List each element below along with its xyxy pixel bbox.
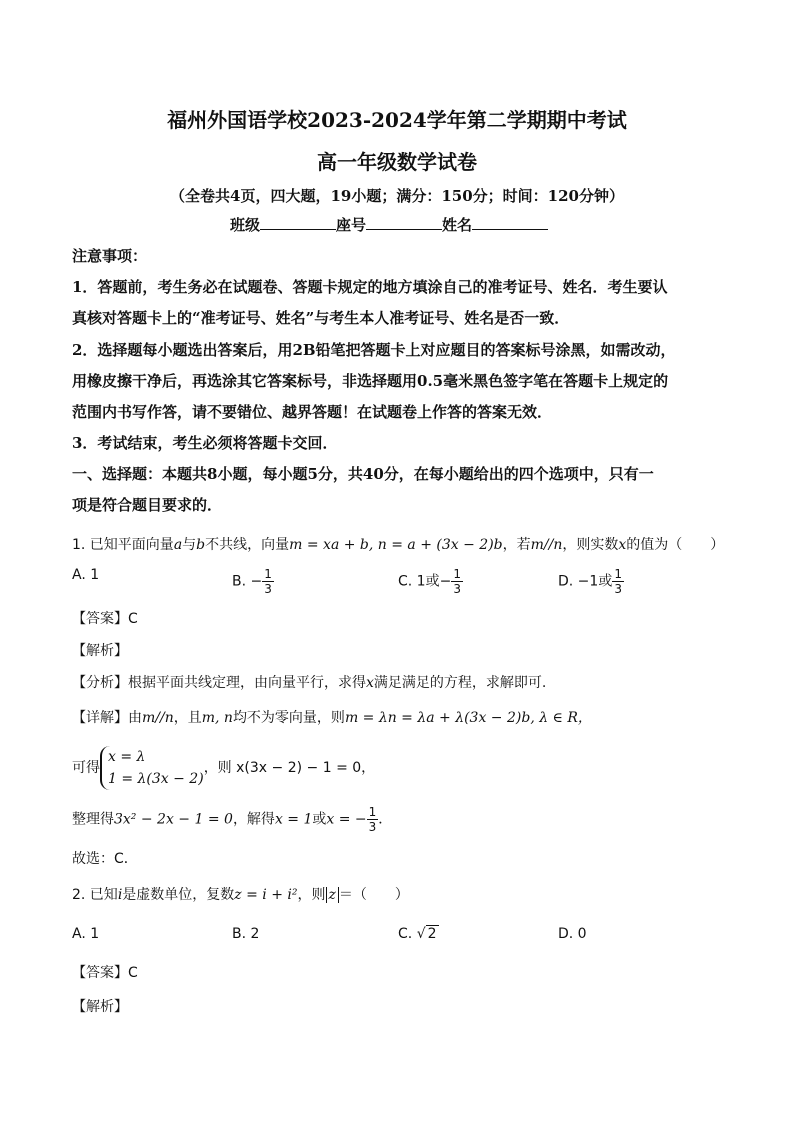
notice-2-line-2: 用橡皮擦干净后，再选涂其它答案标号，非选择题用0.5毫米黑色签字笔在答题卡上规定的 [72, 372, 669, 390]
q1-analysis-heading: 【解析】 [72, 643, 128, 659]
q1-option-a[interactable]: A. 1 [72, 567, 100, 583]
seat-label: 座号 [336, 216, 367, 234]
q2-option-c[interactable]: C. √ 2 [398, 926, 437, 942]
name-blank[interactable] [472, 215, 548, 230]
q1-solve: 整理得3x² − 2x − 1 = 0，解得x = 1或x = − $\frac{1}{3}$ ． [72, 805, 393, 834]
exam-title: 福州外国语学校2023-2024学年第二学期期中考试 [167, 108, 627, 132]
q1-detail: 【详解】由m//n，且m, n均不为零向量，则m = λn = λa + λ(3x − 2)b, λ ∈ R， [72, 710, 592, 726]
student-fields [230, 214, 548, 235]
q1-hint: 【分析】根据平面共线定理，由向量平行，求得x满足满足的方程，求解即可. [72, 675, 547, 691]
notice-2-line-1: 2．选择题每小题选出答案后，用2B铅笔把答题卡上对应题目的答案标号涂黑，如需改动， [72, 341, 676, 359]
section-heading-line-2: 项是符合题目要求的． [72, 496, 223, 514]
q1-option-d[interactable]: D. −1或 $\frac{1}{3}$ [558, 567, 622, 596]
notice-1-line-2: 真核对答题卡上的“准考证号、姓名”与考生本人准考证号、姓名是否一致． [72, 309, 570, 327]
q2-answer: 【答案】C [72, 965, 138, 981]
q1-answer: 【答案】C [72, 611, 138, 627]
q2-option-a[interactable]: A. 1 [72, 926, 100, 942]
name-label: 姓名 [442, 216, 473, 234]
notice-3: 3．考试结束，考生必须将答题卡交回． [72, 434, 338, 452]
q2-option-d[interactable]: D. 0 [558, 926, 587, 942]
seat-blank[interactable] [366, 215, 442, 230]
notice-heading: 注意事项： [72, 247, 148, 265]
q1-option-c[interactable]: C. 1或− $\frac{1}{3}$ [398, 567, 461, 596]
q2-analysis-heading: 【解析】 [72, 999, 128, 1015]
notice-2-line-3: 范围内书写作答，请不要错位、越界答题！在试题卷上作答的答案无效． [72, 403, 553, 421]
q1-system: 可得x = λ 1 = λ(3x − 2)，则 x(3x − 2) − 1 = 0， [72, 746, 375, 790]
question-2-stem: 2. 已知i是虚数单位，复数z = i + i²，则 z ＝（ ） [72, 887, 409, 903]
exam-info: （全卷共4页，四大题，19小题；满分：150分；时间：120分钟） [170, 187, 624, 205]
class-label: 班级 [230, 216, 261, 234]
q2-option-b[interactable]: B. 2 [232, 926, 260, 942]
section-heading-line-1: 一、选择题：本题共8小题，每小题5分，共40分，在每小题给出的四个选项中，只有一 [72, 465, 654, 483]
q1-option-b[interactable]: B. − $\frac{1}{3}$ [232, 567, 272, 596]
class-blank[interactable] [260, 215, 336, 230]
notice-1-line-1: 1．答题前，考生务必在试题卷、答题卡规定的地方填涂自己的准考证号、姓名．考生要认 [72, 278, 668, 296]
q1-choice: 故选：C． [72, 851, 138, 867]
question-1-stem: 1. 已知平面向量a与b不共线，向量m = xa + b, n = a + (3x − 2)b，若m//n，则实数x的值为（ ） [72, 537, 725, 553]
exam-subtitle: 高一年级数学试卷 [317, 150, 477, 174]
